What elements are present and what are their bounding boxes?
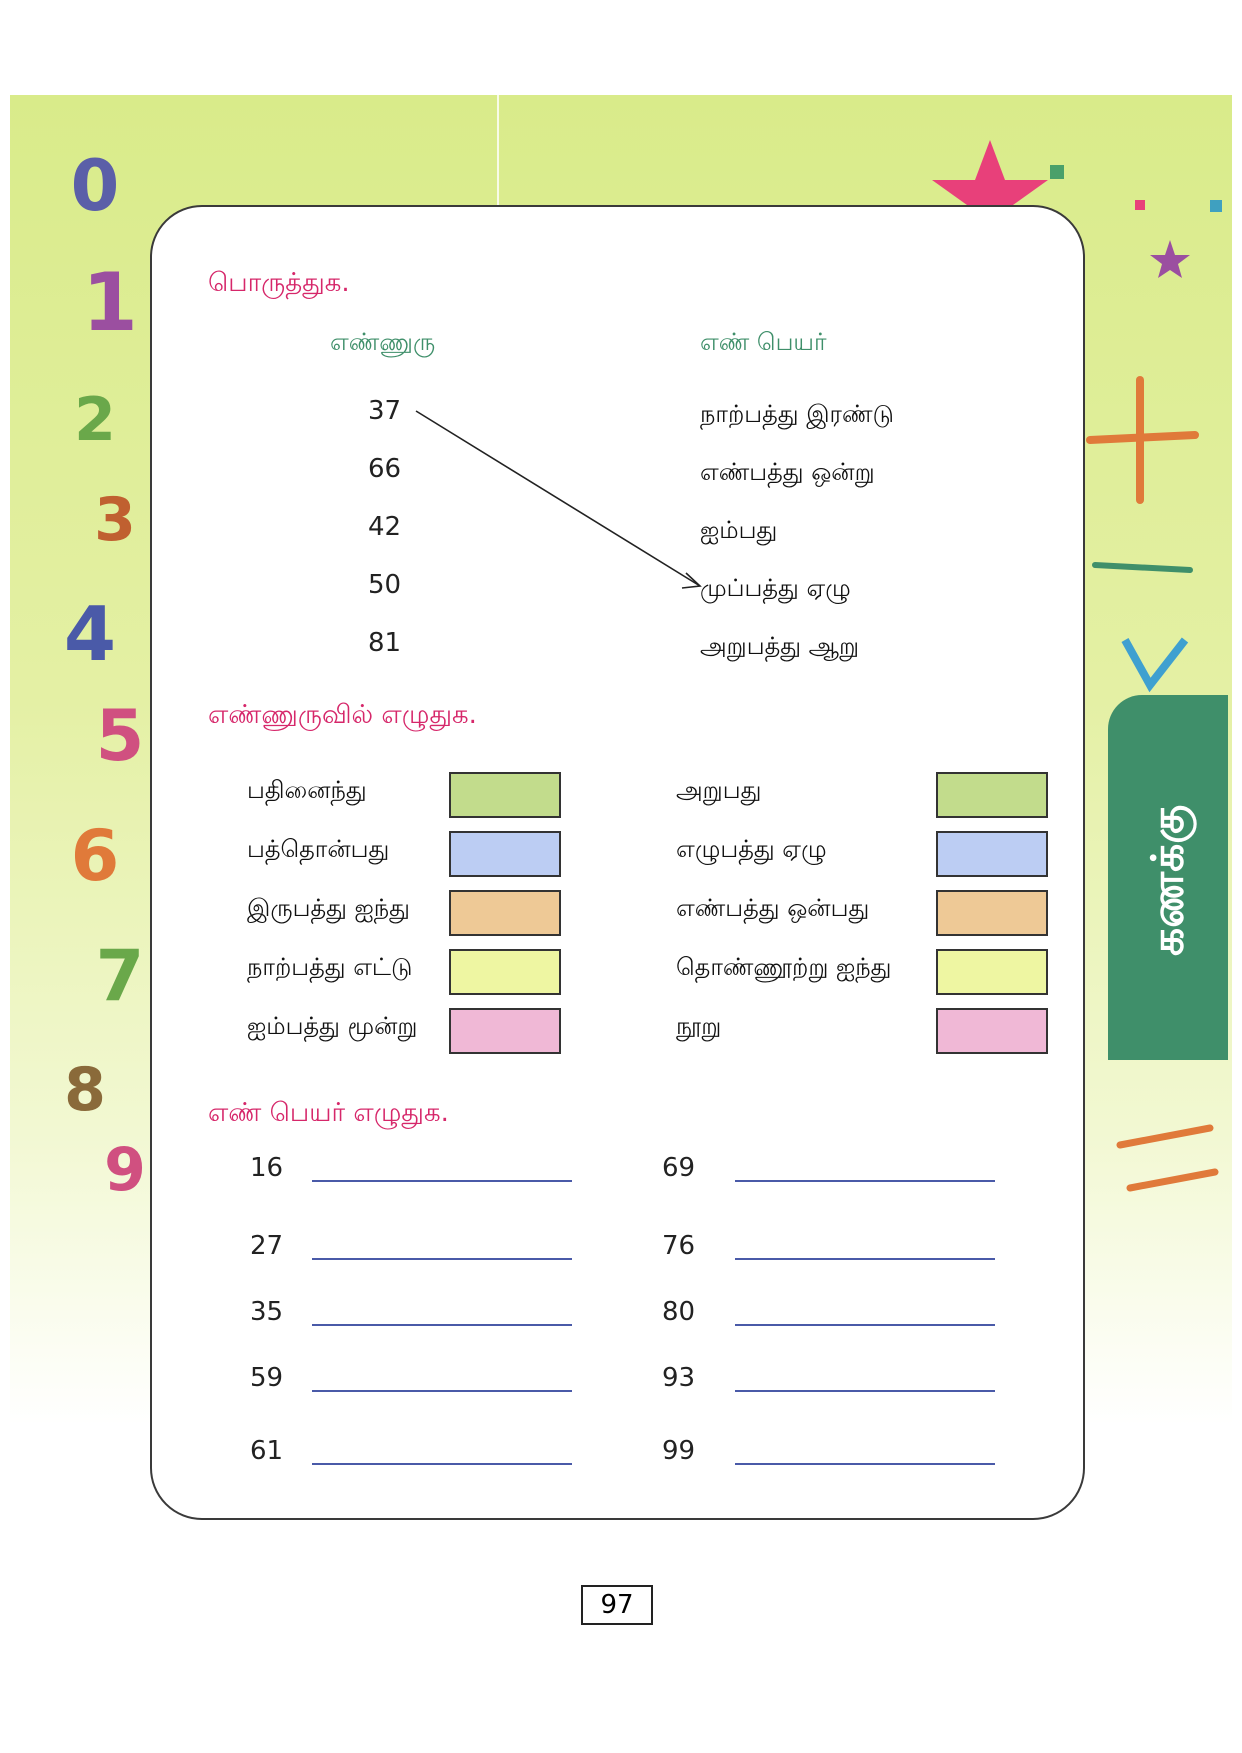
- svg-text:2: 2: [74, 385, 116, 455]
- answer-box[interactable]: [936, 949, 1048, 995]
- svg-text:8: 8: [64, 1055, 106, 1125]
- write-name-heading: எண் பெயர் எழுதுக.: [208, 1098, 449, 1128]
- match-heading: பொருத்துக.: [208, 268, 350, 298]
- numeral-prompt: 99: [662, 1436, 696, 1466]
- answer-box[interactable]: [936, 890, 1048, 936]
- answer-box[interactable]: [449, 772, 561, 818]
- decorative-dancing-numbers: [40, 140, 150, 1240]
- answer-line[interactable]: [312, 1324, 572, 1326]
- answer-line[interactable]: [312, 1258, 572, 1260]
- answer-line[interactable]: [735, 1324, 995, 1326]
- numeral-prompt: 76: [662, 1231, 696, 1261]
- number-word: தொண்ணூற்று ஐந்து: [676, 953, 892, 981]
- number-word: நூறு: [676, 1012, 722, 1040]
- page-number: 97: [581, 1585, 653, 1625]
- svg-text:6: 6: [70, 815, 120, 897]
- answer-box[interactable]: [936, 1008, 1048, 1054]
- answer-box[interactable]: [449, 1008, 561, 1054]
- numeral-prompt: 35: [250, 1297, 284, 1327]
- svg-text:5: 5: [95, 695, 145, 777]
- numeral-column-header: எண்ணுரு: [330, 328, 436, 356]
- match-name[interactable]: எண்பத்து ஒன்று: [700, 458, 875, 486]
- answer-box[interactable]: [449, 949, 561, 995]
- number-word: நாற்பத்து எட்டு: [247, 953, 413, 981]
- name-column-header: எண் பெயர்: [700, 328, 827, 356]
- number-word: ஐம்பத்து மூன்று: [247, 1012, 418, 1040]
- subject-tab-label: கணக்கு: [1142, 804, 1194, 956]
- number-word: எழுபத்து ஏழு: [676, 835, 827, 863]
- answer-box[interactable]: [936, 831, 1048, 877]
- answer-line[interactable]: [735, 1463, 995, 1465]
- number-word: பத்தொன்பது: [247, 835, 390, 863]
- number-word: பதினைந்து: [247, 776, 367, 804]
- match-example-arrow: [410, 405, 710, 605]
- write-numeral-heading: எண்ணுருவில் எழுதுக.: [208, 700, 477, 730]
- svg-text:9: 9: [104, 1135, 146, 1205]
- answer-box[interactable]: [449, 831, 561, 877]
- svg-text:1: 1: [82, 256, 138, 349]
- svg-text:7: 7: [95, 935, 145, 1017]
- match-numeral[interactable]: 81: [368, 628, 402, 658]
- match-name[interactable]: ஐம்பது: [700, 516, 778, 544]
- numeral-prompt: 93: [662, 1363, 696, 1393]
- match-name[interactable]: நாற்பத்து இரண்டு: [700, 400, 894, 428]
- number-word: எண்பத்து ஒன்பது: [676, 894, 870, 922]
- match-name[interactable]: முப்பத்து ஏழு: [700, 574, 851, 602]
- answer-line[interactable]: [312, 1463, 572, 1465]
- numeral-prompt: 59: [250, 1363, 284, 1393]
- number-word: இருபத்து ஐந்து: [247, 894, 410, 922]
- number-word: அறுபது: [676, 776, 762, 804]
- numeral-prompt: 69: [662, 1153, 696, 1183]
- match-name[interactable]: அறுபத்து ஆறு: [700, 632, 860, 660]
- svg-text:3: 3: [94, 485, 136, 555]
- svg-text:0: 0: [70, 145, 120, 227]
- numeral-prompt: 27: [250, 1231, 284, 1261]
- numeral-prompt: 16: [250, 1153, 284, 1183]
- match-numeral[interactable]: 50: [368, 570, 402, 600]
- svg-text:4: 4: [63, 590, 117, 678]
- match-numeral[interactable]: 66: [368, 454, 402, 484]
- answer-line[interactable]: [312, 1180, 572, 1182]
- answer-line[interactable]: [735, 1258, 995, 1260]
- answer-line[interactable]: [735, 1390, 995, 1392]
- answer-line[interactable]: [735, 1180, 995, 1182]
- numeral-prompt: 80: [662, 1297, 696, 1327]
- match-numeral[interactable]: 42: [368, 512, 402, 542]
- match-numeral[interactable]: 37: [368, 396, 402, 426]
- answer-box[interactable]: [936, 772, 1048, 818]
- numeral-prompt: 61: [250, 1436, 284, 1466]
- answer-box[interactable]: [449, 890, 561, 936]
- answer-line[interactable]: [312, 1390, 572, 1392]
